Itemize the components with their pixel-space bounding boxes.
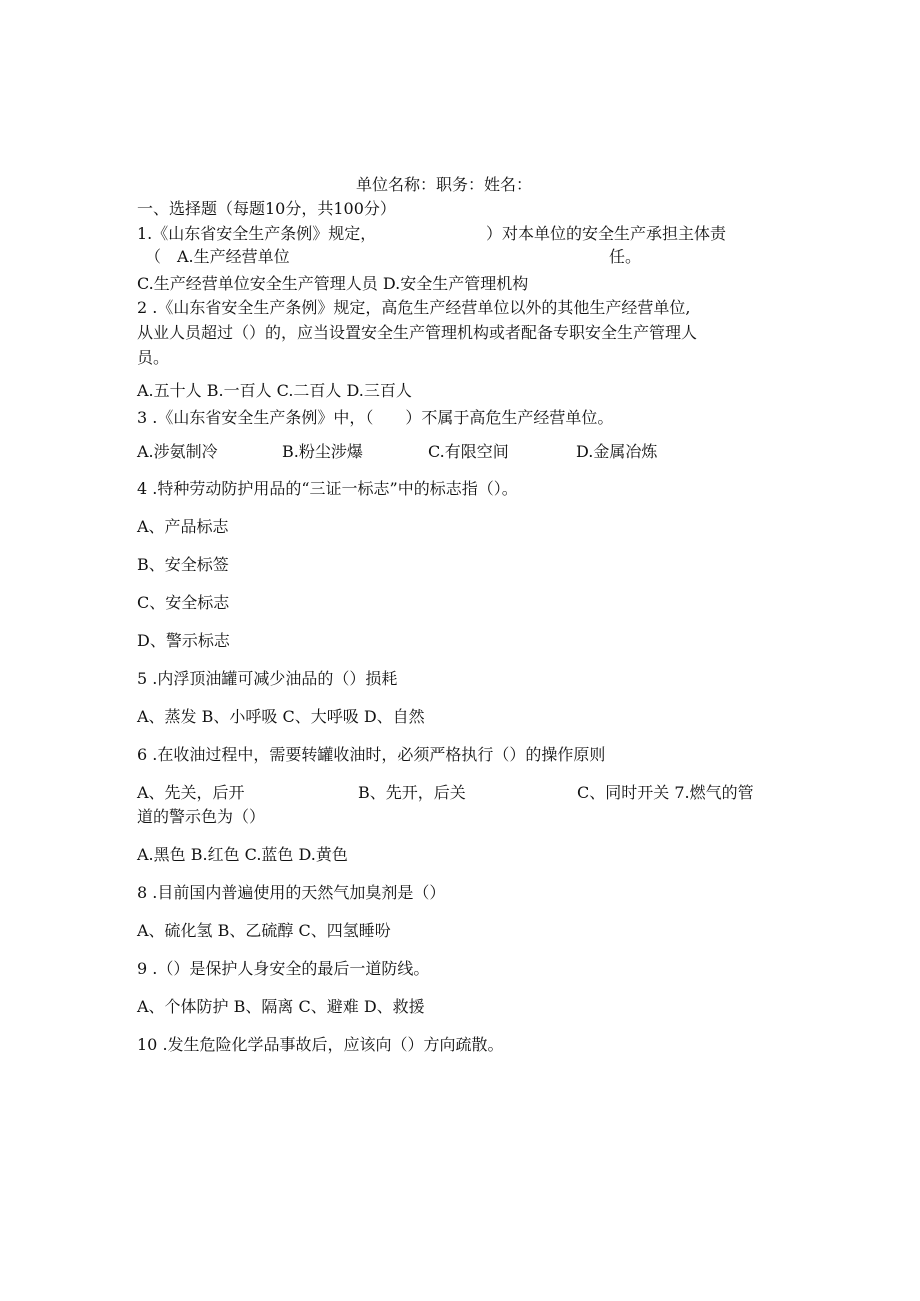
q1-option-a: A.生产经营单位	[177, 247, 290, 266]
q6-option-b: B、先开，后关	[358, 783, 466, 802]
q9-text: 9 .（）是保护人身安全的最后一道防线。	[137, 959, 430, 978]
section-title: 一、选择题（每题10分，共100分）	[137, 199, 396, 218]
q4-option-c: C、安全标志	[137, 593, 230, 612]
q6-option-a: A、先关，后开	[137, 783, 245, 802]
q3-option-a: A.涉氨制冷	[137, 442, 218, 461]
q1-continuation: 任。	[609, 247, 642, 266]
q7-text-continuation: 道的警示色为（）	[137, 807, 266, 826]
q10-text: 10 .发生危险化学品事故后，应该向（）方向疏散。	[137, 1035, 504, 1054]
q1-text: 1.《山东省安全生产条例》规定，	[137, 224, 377, 243]
q8-options: A、硫化氢 B、乙硫醇 C、四氢睡吩	[137, 921, 391, 940]
q6-text: 6 .在收油过程中，需要转罐收油时，必须严格执行（）的操作原则	[137, 745, 606, 764]
q3-option-c: C.有限空间	[428, 442, 509, 461]
q9-options: A、个体防护 B、隔离 C、避难 D、救援	[137, 997, 425, 1016]
q4-option-d: D、警示标志	[137, 631, 230, 650]
q3-option-b: B.粉尘涉爆	[282, 442, 363, 461]
q2-line-2: 从业人员超过（）的，应当设置安全生产管理机构或者配备专职安全生产管理人	[137, 323, 698, 342]
header-fields: 单位名称：职务：姓名：	[356, 175, 533, 194]
q3-option-d: D.金属冶炼	[576, 442, 658, 461]
q5-options: A、蒸发 B、小呼吸 C、大呼吸 D、自然	[137, 707, 425, 726]
q2-line-1: 2 .《山东省安全生产条例》规定，高危生产经营单位以外的其他生产经营单位,	[137, 298, 691, 317]
q1-open-paren: （	[145, 247, 162, 266]
q1-options-cd: C.生产经营单位安全生产管理人员 D.安全生产管理机构	[137, 274, 529, 293]
q2-line-3: 员。	[137, 348, 170, 367]
q7-options: A.黑色 B.红色 C.蓝色 D.黄色	[137, 845, 348, 864]
q4-option-b: B、安全标签	[137, 555, 229, 574]
q6-option-c-q7-start: C、同时开关 7.燃气的管	[577, 783, 754, 802]
q4-option-a: A、产品标志	[137, 517, 229, 536]
q1-text-right: ）对本单位的安全生产承担主体责	[486, 224, 727, 243]
q2-options: A.五十人 B.一百人 C.二百人 D.三百人	[137, 381, 412, 400]
q3-text: 3 .《山东省安全生产条例》中，（ ）不属于高危生产经营单位。	[137, 408, 614, 427]
q5-text: 5 .内浮顶油罐可减少油品的（）损耗	[137, 669, 398, 688]
q4-text: 4 .特种劳动防护用品的“三证一标志”中的标志指（）。	[137, 479, 518, 498]
q8-text: 8 .目前国内普遍使用的天然气加臭剂是（）	[137, 883, 446, 902]
